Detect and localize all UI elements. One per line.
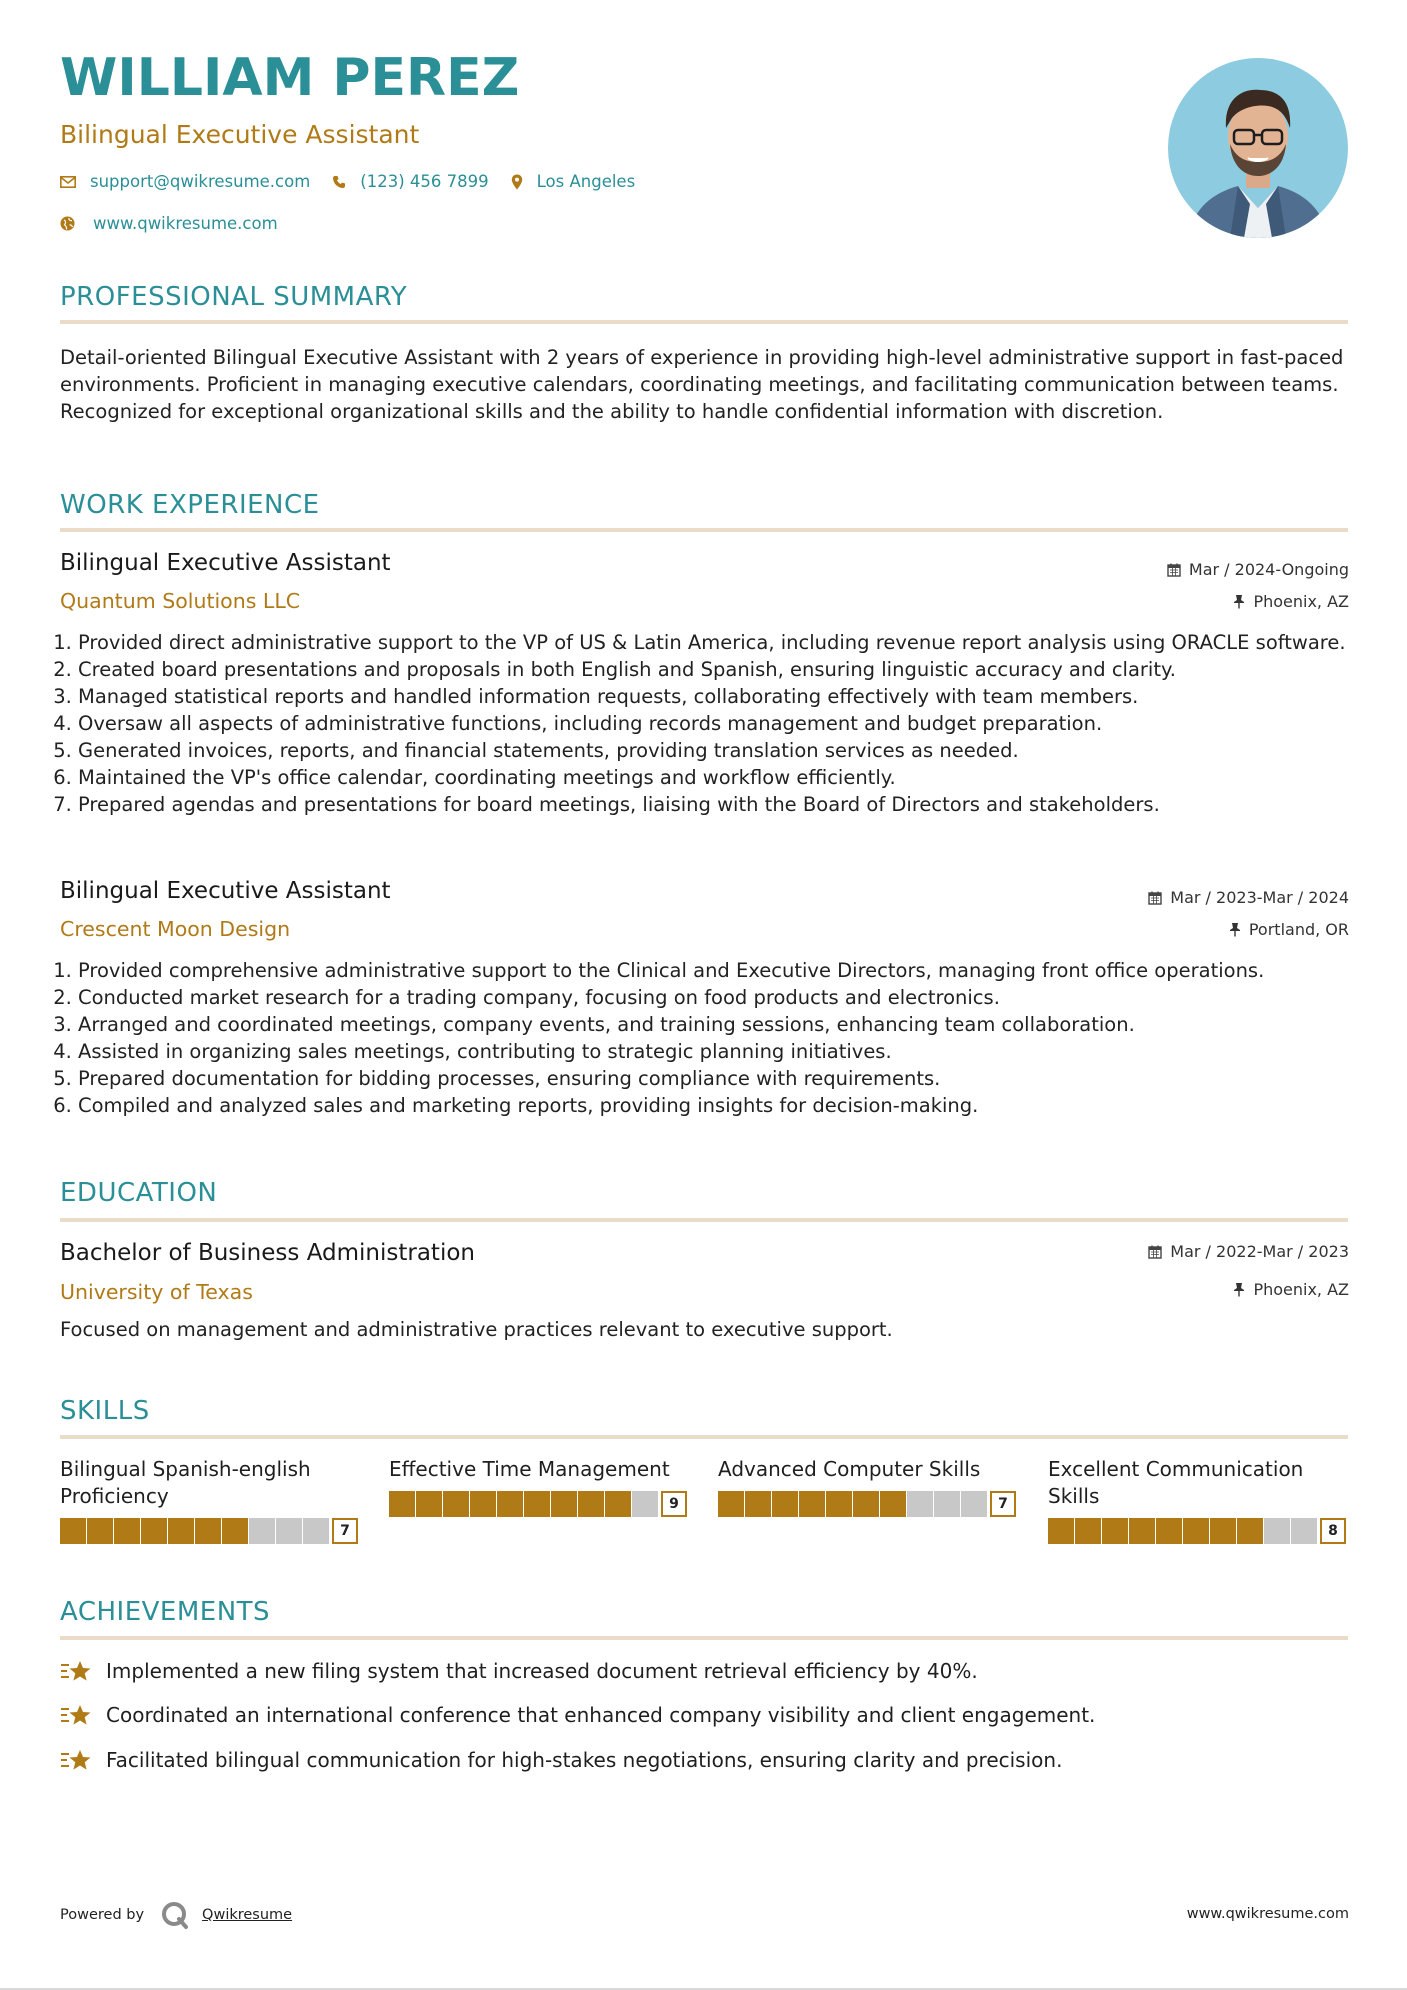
star-badge-icon <box>60 1748 92 1772</box>
calendar-icon <box>1148 1245 1162 1259</box>
skill-bar-segment <box>389 1491 415 1517</box>
skill-rating: 7 <box>332 1518 358 1544</box>
list-item: 6. Maintained the VP's office calendar, coordinating meetings and workflow efficiently. <box>78 764 1368 791</box>
education-degree: Bachelor of Business Administration <box>60 1240 475 1266</box>
education-location-text: Phoenix, AZ <box>1253 1280 1349 1299</box>
qwikresume-logo-icon <box>160 1900 190 1930</box>
list-item: 7. Prepared agendas and presentations for board meetings, liaising with the Board of Directors and stakeholders. <box>78 791 1368 818</box>
summary-heading: PROFESSIONAL SUMMARY <box>60 282 408 312</box>
skill-rating: 9 <box>661 1491 687 1517</box>
skill-bar-segment <box>551 1491 577 1517</box>
section-divider <box>60 1435 1348 1439</box>
education-heading: EDUCATION <box>60 1178 218 1208</box>
list-item: 4. Oversaw all aspects of administrative functions, including records management and budget preparation. <box>78 710 1368 737</box>
skill-bar-segment <box>195 1518 221 1544</box>
phone-text: (123) 456 7899 <box>360 172 489 191</box>
pushpin-icon <box>1233 594 1245 609</box>
list-item: 4. Assisted in organizing sales meetings, contributing to strategic planning initiatives. <box>78 1038 1368 1065</box>
job-date <box>1167 560 1349 579</box>
skill-bar-segment <box>1237 1518 1263 1544</box>
contact-phone[interactable] <box>332 172 488 191</box>
achievement-item <box>60 1748 1062 1772</box>
skill-bar-segment <box>605 1491 631 1517</box>
education-location <box>1233 1280 1349 1299</box>
job-location <box>1233 592 1349 611</box>
star-badge-icon <box>60 1659 92 1683</box>
achievement-text: Implemented a new filing system that increased document retrieval efficiency by 40%. <box>106 1659 978 1683</box>
skill-bar-segment <box>249 1518 275 1544</box>
skill-bar-segment <box>222 1518 248 1544</box>
education-date-text: Mar / 2022-Mar / 2023 <box>1170 1242 1349 1261</box>
job-bullets <box>60 629 1368 818</box>
skill-bar-segment <box>141 1518 167 1544</box>
skill-bar <box>60 1518 360 1544</box>
profile-photo <box>1168 58 1348 238</box>
skill-item <box>718 1456 1018 1517</box>
section-divider <box>60 1636 1348 1640</box>
skill-bar-segment <box>1156 1518 1182 1544</box>
contact-row <box>60 172 657 191</box>
skill-bar-segment <box>961 1491 987 1517</box>
list-item: 3. Arranged and coordinated meetings, company events, and training sessions, enhancing team collaboration. <box>78 1011 1368 1038</box>
envelope-icon <box>60 176 76 188</box>
candidate-title: Bilingual Executive Assistant <box>60 120 420 149</box>
skill-bar-segment <box>416 1491 442 1517</box>
skill-bar-segment <box>276 1518 302 1544</box>
achievement-item <box>60 1703 1095 1727</box>
map-pin-icon <box>511 174 523 190</box>
skill-rating: 8 <box>1320 1518 1346 1544</box>
contact-location <box>511 172 636 191</box>
skill-name: Excellent Communication Skills <box>1048 1457 1304 1508</box>
skill-bar-segment <box>524 1491 550 1517</box>
achievements-heading: ACHIEVEMENTS <box>60 1597 271 1627</box>
skill-bar <box>718 1491 1018 1517</box>
list-item: 5. Generated invoices, reports, and financial statements, providing translation services as needed. <box>78 737 1368 764</box>
education-date <box>1148 1242 1349 1261</box>
achievement-text: Facilitated bilingual communication for high-stakes negotiations, ensuring clarity and precision. <box>106 1748 1063 1772</box>
list-item: 1. Provided direct administrative support to the VP of US & Latin America, including revenue report analysis using ORACLE software. <box>78 629 1368 656</box>
job-location-text: Phoenix, AZ <box>1253 592 1349 611</box>
job-company: Crescent Moon Design <box>60 917 291 941</box>
skill-bar-segment <box>303 1518 329 1544</box>
list-item: 2. Conducted market research for a trading company, focusing on food products and electronics. <box>78 984 1368 1011</box>
job-location <box>1229 920 1349 939</box>
email-text: support@qwikresume.com <box>90 172 311 191</box>
section-divider <box>60 320 1348 324</box>
section-divider <box>60 528 1348 532</box>
calendar-icon <box>1167 563 1181 577</box>
skill-bar-segment <box>1210 1518 1236 1544</box>
contact-email[interactable] <box>60 172 310 191</box>
skill-bar-segment <box>745 1491 771 1517</box>
skill-name: Advanced Computer Skills <box>718 1457 981 1481</box>
skill-bar-segment <box>1075 1518 1101 1544</box>
skill-bar-segment <box>443 1491 469 1517</box>
skill-item <box>389 1456 689 1517</box>
website-text: www.qwikresume.com <box>93 214 278 233</box>
skill-bar-segment <box>1183 1518 1209 1544</box>
list-item: 5. Prepared documentation for bidding processes, ensuring compliance with requirements. <box>78 1065 1368 1092</box>
skill-bar-segment <box>60 1518 86 1544</box>
qwikresume-link[interactable]: Qwikresume <box>202 1907 293 1923</box>
list-item: 1. Provided comprehensive administrative support to the Clinical and Executive Directors, managing front office operations. <box>78 957 1368 984</box>
contact-website[interactable] <box>60 214 278 233</box>
skill-bar-segment <box>826 1491 852 1517</box>
skill-item <box>1048 1456 1348 1544</box>
skill-item <box>60 1456 360 1544</box>
skill-name: Bilingual Spanish-english Proficiency <box>60 1457 311 1508</box>
skill-bar-segment <box>632 1491 658 1517</box>
footer-powered-by <box>60 1900 292 1930</box>
skill-bar-segment <box>1102 1518 1128 1544</box>
section-divider <box>60 1218 1348 1222</box>
star-badge-icon <box>60 1703 92 1727</box>
skill-bar-segment <box>87 1518 113 1544</box>
job-title: Bilingual Executive Assistant <box>60 550 391 576</box>
skill-bar-segment <box>772 1491 798 1517</box>
summary-text: Detail-oriented Bilingual Executive Assistant with 2 years of experience in providing high-level administrative support in fast-paced environments. Proficient in managing executive calendars, coordinating meetings, and facilitating communication between teams. Recognized for exceptional organizational skills and the ability to handle confidential information with discretion. <box>60 346 1344 423</box>
skill-bar-segment <box>1291 1518 1317 1544</box>
job-date <box>1148 888 1349 907</box>
list-item: 6. Compiled and analyzed sales and marketing reports, providing insights for decision-making. <box>78 1092 1368 1119</box>
achievement-item <box>60 1659 978 1683</box>
skill-name: Effective Time Management <box>389 1457 670 1481</box>
candidate-name: WILLIAM PEREZ <box>60 48 520 108</box>
job-date-text: Mar / 2023-Mar / 2024 <box>1170 888 1349 907</box>
list-item: 2. Created board presentations and proposals in both English and Spanish, ensuring linguistic accuracy and clarity. <box>78 656 1368 683</box>
education-school: University of Texas <box>60 1280 253 1304</box>
pushpin-icon <box>1233 1282 1245 1297</box>
skill-bar-segment <box>907 1491 933 1517</box>
education-description: Focused on management and administrative practices relevant to executive support. <box>60 1318 893 1341</box>
experience-heading: WORK EXPERIENCE <box>60 490 320 520</box>
skill-bar-segment <box>880 1491 906 1517</box>
skill-bar-segment <box>497 1491 523 1517</box>
skill-bar-segment <box>1048 1518 1074 1544</box>
skill-bar <box>389 1491 689 1517</box>
job-company: Quantum Solutions LLC <box>60 589 301 613</box>
job-date-text: Mar / 2024-Ongoing <box>1188 560 1349 579</box>
footer-site[interactable]: www.qwikresume.com <box>1186 1906 1349 1922</box>
globe-icon <box>60 216 75 231</box>
skill-bar-segment <box>934 1491 960 1517</box>
skill-bar <box>1048 1518 1348 1544</box>
skill-bar-segment <box>168 1518 194 1544</box>
skill-bar-segment <box>114 1518 140 1544</box>
skill-bar-segment <box>1129 1518 1155 1544</box>
job-location-text: Portland, OR <box>1248 920 1349 939</box>
job-title: Bilingual Executive Assistant <box>60 878 391 904</box>
skill-bar-segment <box>470 1491 496 1517</box>
skills-heading: SKILLS <box>60 1396 150 1426</box>
powered-by-text: Powered by <box>60 1907 145 1923</box>
job-bullets <box>60 957 1368 1119</box>
skill-bar-segment <box>853 1491 879 1517</box>
skill-bar-segment <box>578 1491 604 1517</box>
calendar-icon <box>1148 891 1162 905</box>
achievement-text: Coordinated an international conference that enhanced company visibility and client engagement. <box>106 1703 1096 1727</box>
skill-bar-segment <box>1264 1518 1290 1544</box>
list-item: 3. Managed statistical reports and handled information requests, collaborating effectively with team members. <box>78 683 1368 710</box>
skill-bar-segment <box>799 1491 825 1517</box>
skill-bar-segment <box>718 1491 744 1517</box>
location-text: Los Angeles <box>536 172 636 191</box>
pushpin-icon <box>1229 922 1241 937</box>
skill-rating: 7 <box>990 1491 1016 1517</box>
phone-icon <box>332 175 346 189</box>
